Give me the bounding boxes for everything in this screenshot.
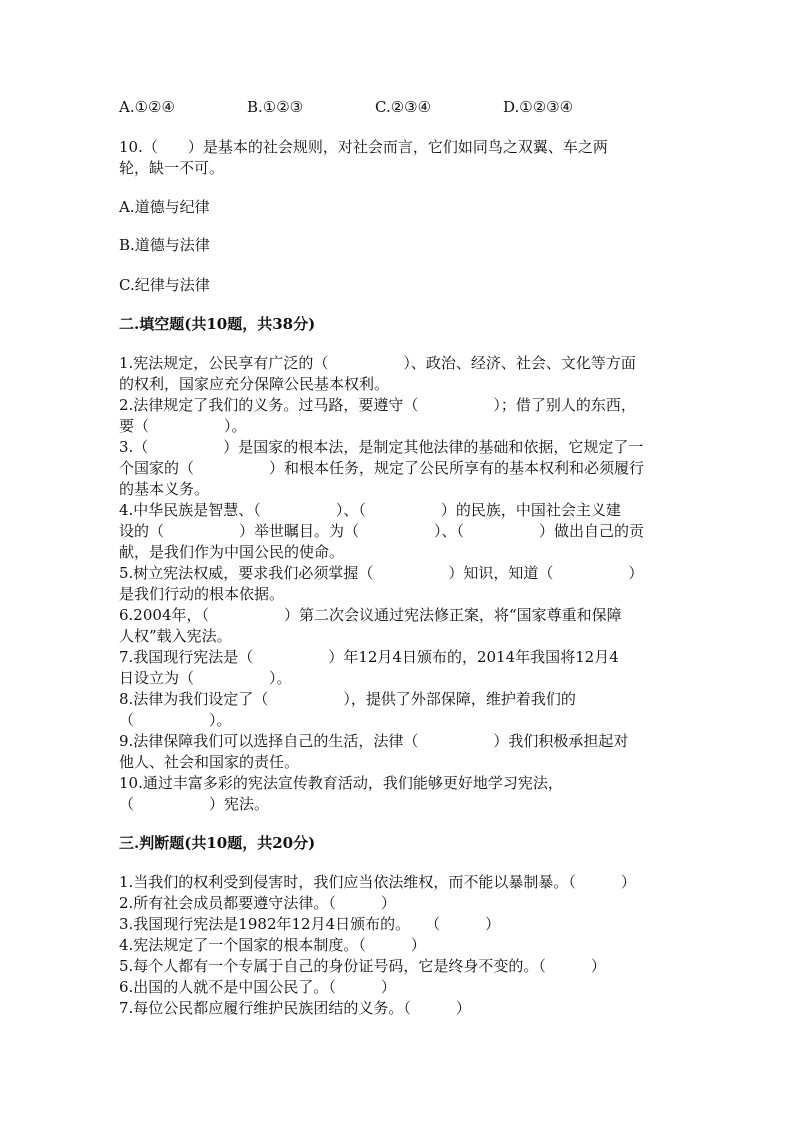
fill-blank-line: 10.通过丰富多彩的宪法宣传教育活动，我们能够更好地学习宪法， [119, 774, 563, 792]
true-false-line: 2.所有社会成员都要遵守法律。（ ） [119, 894, 396, 912]
fill-blank-line: 9.法律保障我们可以选择自己的生活，法律（ ）我们积极承担起对 [119, 732, 629, 750]
fill-blank-line: 4.中华民族是智慧、（ ）、（ ）的民族，中国社会主义建 [119, 501, 621, 519]
fill-blank-line: 人权”载入宪法。 [119, 627, 232, 645]
fill-blank-line: 的权利，国家应充分保障公民基本权利。 [119, 375, 390, 393]
fill-blank-line: 3.（ ）是国家的根本法，是制定其他法律的基础和依据，它规定了一 [119, 438, 644, 456]
fill-blank-line: （ ）。 [119, 711, 232, 729]
fill-blank-line: （ ）宪法。 [119, 795, 270, 813]
true-false-line: 6.出国的人就不是中国公民了。（ ） [119, 978, 396, 996]
q9-option-a: A.①②④ [119, 98, 175, 116]
section3-title: 三.判断题(共10题，共20分) [119, 834, 316, 852]
section2-title: 二.填空题(共10题，共38分) [119, 315, 316, 333]
fill-blank-line: 设的（ ）举世瞩目。为（ ）、（ ）做出自己的贡 [119, 522, 645, 540]
q10-stem-line: 轮，缺一不可。 [119, 159, 225, 177]
q10-option-a: A.道德与纪律 [119, 198, 210, 216]
fill-blank-line: 5.树立宪法权威，要求我们必须掌握（ ）知识，知道（ ） [119, 564, 644, 582]
q10-option-b: B.道德与法律 [119, 236, 210, 254]
q9-option-d: D.①②③④ [503, 98, 574, 116]
fill-blank-line: 日设立为（ ）。 [119, 669, 292, 687]
fill-blank-line: 献，是我们作为中国公民的使命。 [119, 543, 345, 561]
fill-blank-line: 要（ ）。 [119, 417, 247, 435]
true-false-line: 3.我国现行宪法是1982年12月4日颁布的。 （ ） [119, 915, 501, 933]
true-false-line: 1.当我们的权利受到侵害时，我们应当依法维权，而不能以暴制暴。（ ） [119, 873, 636, 891]
fill-blank-line: 1.宪法规定，公民享有广泛的（ ）、政治、经济、社会、文化等方面 [119, 354, 636, 372]
fill-blank-line: 是我们行动的根本依据。 [119, 585, 285, 603]
fill-blank-line: 6.2004年，（ ）第二次会议通过宪法修正案，将“国家尊重和保障 [119, 606, 622, 624]
true-false-line: 5.每个人都有一个专属于自己的身份证号码，它是终身不变的。（ ） [119, 957, 606, 975]
fill-blank-line: 个国家的（ ）和根本任务，规定了公民所享有的基本权利和必须履行 [119, 459, 645, 477]
q10-option-c: C.纪律与法律 [119, 276, 210, 294]
q9-option-c: C.②③④ [375, 98, 432, 116]
fill-blank-line: 2.法律规定了我们的义务。过马路，要遵守（ ）；借了别人的东西， [119, 396, 636, 414]
q10-stem-line: 10.（ ）是基本的社会规则，对社会而言，它们如同鸟之双翼、车之两 [119, 138, 608, 156]
fill-blank-line: 7.我国现行宪法是（ ）年12月4日颁布的，2014年我国将12月4 [119, 648, 619, 666]
fill-blank-line: 8.法律为我们设定了（ ），提供了外部保障，维护着我们的 [119, 690, 576, 708]
fill-blank-line: 的基本义务。 [119, 480, 210, 498]
fill-blank-line: 他人、社会和国家的责任。 [119, 753, 300, 771]
true-false-line: 4.宪法规定了一个国家的根本制度。（ ） [119, 936, 426, 954]
q9-option-b: B.①②③ [247, 98, 304, 116]
true-false-line: 7.每位公民都应履行维护民族团结的义务。（ ） [119, 999, 471, 1017]
